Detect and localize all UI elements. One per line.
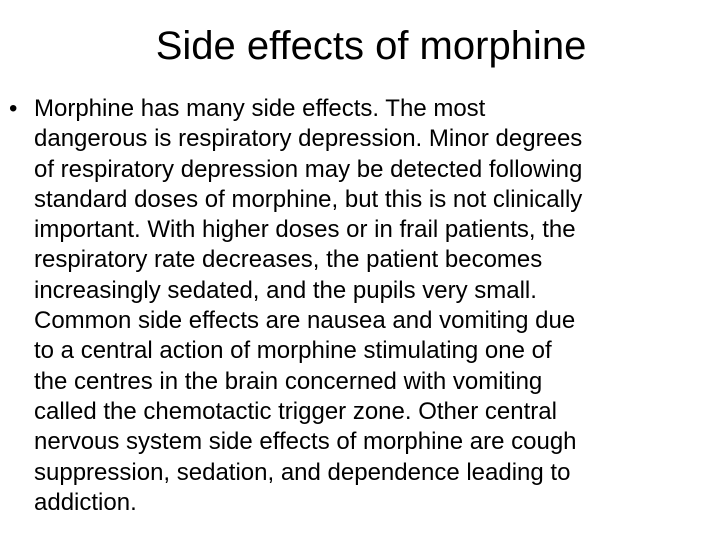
bullet-list <box>0 94 720 518</box>
text-line: increasingly sedated, and the pupils very small. <box>34 276 537 304</box>
text-line: called the chemotactic trigger zone. Other central <box>34 397 557 425</box>
bullet-item <box>0 94 720 518</box>
text-line: nervous system side effects of morphine are cough <box>34 428 577 456</box>
text-line: dangerous is respiratory depression. Minor degrees <box>34 125 583 153</box>
text-line: addiction. <box>34 488 137 516</box>
text-line: Morphine has many side effects. The most <box>34 95 486 122</box>
text-line: of respiratory depression may be detected following <box>34 155 583 183</box>
text-line: standard doses of morphine, but this is not clinically <box>34 185 583 213</box>
text-line: important. With higher doses or in frail patients, the <box>34 216 576 244</box>
slide-title: Side effects of morphine <box>155 24 587 68</box>
bullet-marker: • <box>9 95 18 122</box>
text-line: to a central action of morphine stimulating one of <box>34 337 552 365</box>
bullet-text <box>34 94 720 518</box>
text-line: suppression, sedation, and dependence leading to <box>34 458 571 486</box>
text-line: respiratory rate decreases, the patient becomes <box>34 246 543 274</box>
text-line: the centres in the brain concerned with vomiting <box>34 367 543 395</box>
text-line: Common side effects are nausea and vomiting due <box>34 307 576 335</box>
